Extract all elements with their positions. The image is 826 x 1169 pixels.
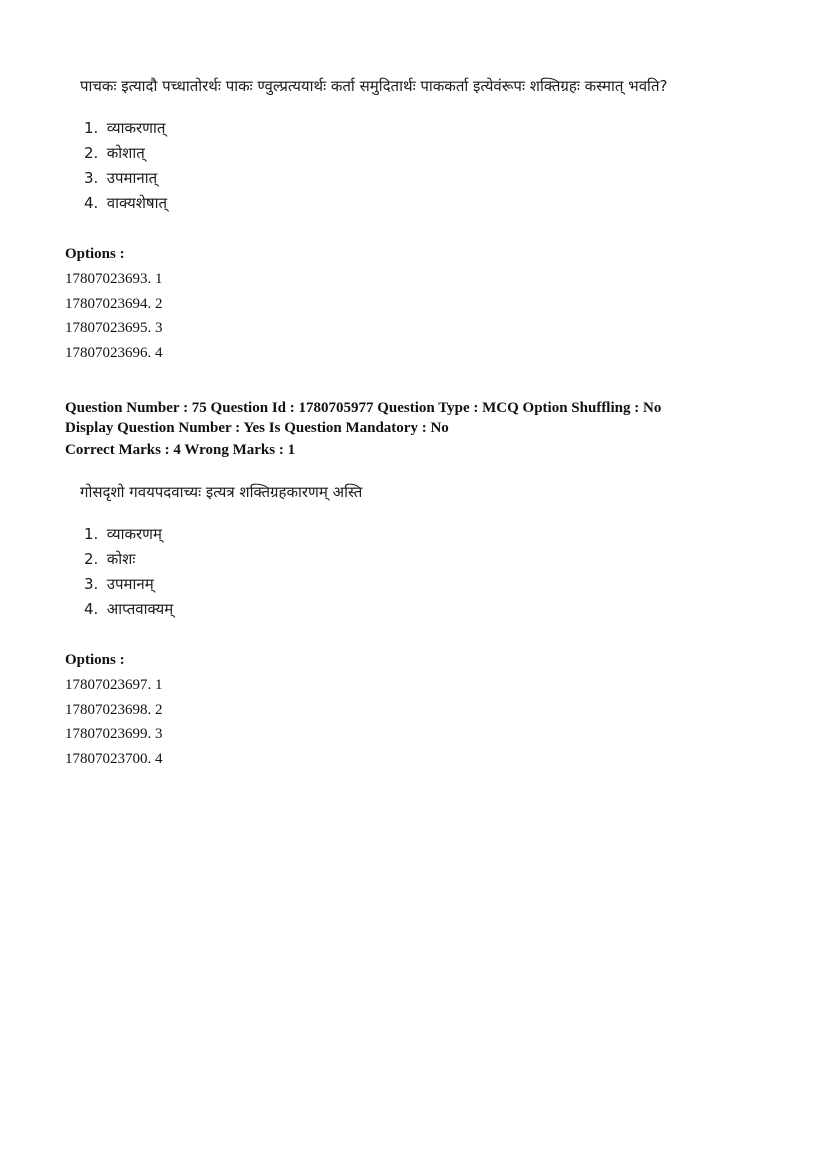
choice-label: कोशात् (106, 144, 145, 162)
options-heading: Options : (65, 246, 125, 262)
choice-label: उपमानात् (106, 169, 158, 187)
choice-label: व्याकरणम् (106, 525, 162, 543)
choice-item (84, 141, 167, 166)
option-id-item: 17807023694. 2 (65, 295, 163, 312)
option-id-list (65, 267, 163, 366)
choice-number: 1. (84, 525, 99, 543)
choice-number: 3. (84, 575, 99, 593)
question-meta-line: Question Number : 75 Question Id : 1780705977 Question Type : MCQ Option Shuffling : No (65, 400, 662, 416)
choice-item (84, 597, 173, 622)
choice-item (84, 572, 173, 597)
option-id-item: 17807023695. 3 (65, 320, 163, 337)
option-id-item: 17807023700. 4 (65, 751, 163, 768)
option-id-item: 17807023699. 3 (65, 726, 163, 743)
choice-list (84, 522, 173, 622)
option-id-item: 17807023698. 2 (65, 701, 163, 718)
choice-number: 4. (84, 194, 99, 212)
option-id-item: 17807023696. 4 (65, 345, 163, 362)
choice-item (84, 191, 167, 216)
option-id-item: 17807023693. 1 (65, 271, 163, 287)
choice-number: 3. (84, 169, 99, 187)
choice-item (84, 522, 173, 547)
choice-label: उपमानम् (106, 575, 154, 593)
choice-item (84, 166, 167, 191)
question-text: गोसदृशो गवयपदवाच्यः इत्यत्र शक्तिग्रहकारणम् अस्ति (80, 483, 363, 501)
option-id-list (65, 673, 163, 772)
choice-number: 2. (84, 144, 99, 162)
question-text: पाचकः इत्यादौ पच्धातोरर्थः पाकः ण्वुल्प्रत्ययार्थः कर्ता समुदितार्थः पाककर्ता इत्येवंरूपः शक्तिग्रहः कस्मात् भवति? (80, 77, 668, 95)
choice-label: वाक्यशेषात् (106, 194, 168, 212)
choice-label: आप्तवाक्यम् (106, 600, 174, 618)
choice-item (84, 116, 167, 141)
choice-label: कोशः (106, 550, 136, 568)
choice-number: 4. (84, 600, 99, 618)
marks-line: Correct Marks : 4 Wrong Marks : 1 (65, 442, 296, 458)
option-id-item: 17807023697. 1 (65, 677, 163, 693)
choice-item (84, 547, 173, 572)
choice-number: 1. (84, 119, 99, 137)
question-meta-line: Display Question Number : Yes Is Question Mandatory : No (65, 420, 449, 436)
choice-number: 2. (84, 550, 99, 568)
choice-label: व्याकरणात् (106, 119, 166, 137)
choice-list (84, 116, 167, 216)
options-heading: Options : (65, 652, 125, 668)
